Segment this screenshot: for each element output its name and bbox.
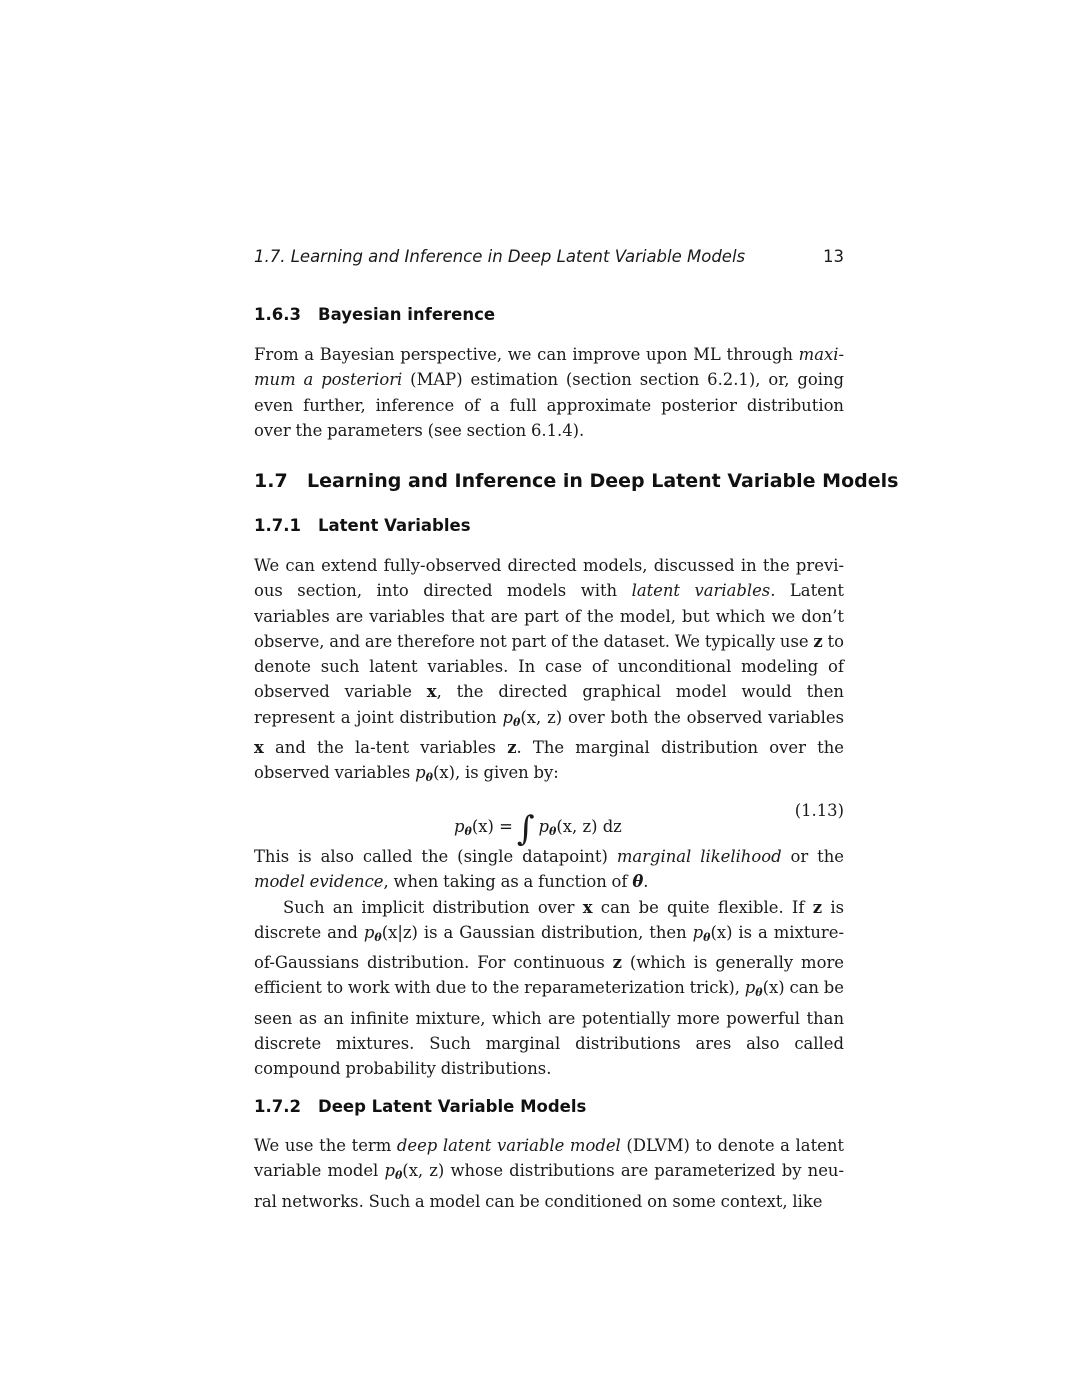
section-title: Learning and Inference in Deep Latent Variable Models: [307, 470, 899, 492]
page-number: 13: [823, 247, 844, 266]
section-title: Bayesian inference: [318, 305, 496, 324]
section-title: Deep Latent Variable Models: [318, 1097, 587, 1116]
paragraph-latent-variables: We can extend fully-observed directed models, discussed in the previ-ous section, into directed models with latent variables. Latent variables are variables that are part of the model, but which we don’t observe, and are therefore not part of the dataset. We typically use z to denote such latent variables. In case of unconditional modeling of observed variable x, the directed graphical model would then represent a joint distribution $p_\theta(x$, z) over both the observed variables x and the la-tent variables z. The marginal distribution over the observed variables $p_\theta(x)$, is given by:: [254, 556, 845, 785]
paragraph-marginal-likelihood: This is also called the (single datapoint) marginal likelihood or the model evidence, when taking as a function of θ. Such an implicit distribution over x can be quite flexible. If z is discrete and $p_\theta(x|z)$ is a Gaussian distribution, then $p_\theta(x)$ is a mixture-of-Gaussians distribution. For continuous z (which is generally more efficient to work with due to the reparameterization trick), $p_\theta(x)$ can be seen as an infinite mixture, which are potentially more powerful than discrete mixtures. Such marginal distributions ares also called compound probability distributions.: [254, 847, 845, 1079]
equation-number: (1.13): [794, 801, 844, 820]
heading-1-6-3: [254, 305, 844, 324]
paragraph-dlvm: We use the term deep latent variable model (DLVM) to denote a latent variable model $p_\theta(x$, z) whose distributions are parameterized by neu-ral networks. Such a model can be conditioned on some context, like: [254, 1136, 845, 1211]
running-head: [254, 247, 844, 271]
paragraph-bayesian: From a Bayesian perspective, we can improve upon ML through maxi-mum a posteriori (MAP) estimation (section section 6.2.1), or, going even further, inference of a full approximate posterior distribution over the parameters (see section 6.1.4).: [254, 345, 844, 440]
section-number: 1.7.1: [254, 516, 301, 535]
section-title: Latent Variables: [318, 516, 471, 535]
heading-1-7: [254, 470, 899, 492]
running-head-title: 1.7. Learning and Inference in Deep Latent Variable Models: [254, 247, 746, 266]
section-number: 1.6.3: [254, 305, 301, 324]
equation-1-13: [254, 795, 844, 849]
section-number: 1.7.2: [254, 1097, 301, 1116]
equation-formula: $p_\theta(x)$ = ∫ $p_\theta(x$, z) dz: [454, 809, 622, 849]
section-number: 1.7: [254, 470, 288, 492]
integral-sign: ∫: [516, 809, 535, 849]
heading-1-7-1: [254, 516, 844, 535]
heading-1-7-2: [254, 1097, 844, 1116]
